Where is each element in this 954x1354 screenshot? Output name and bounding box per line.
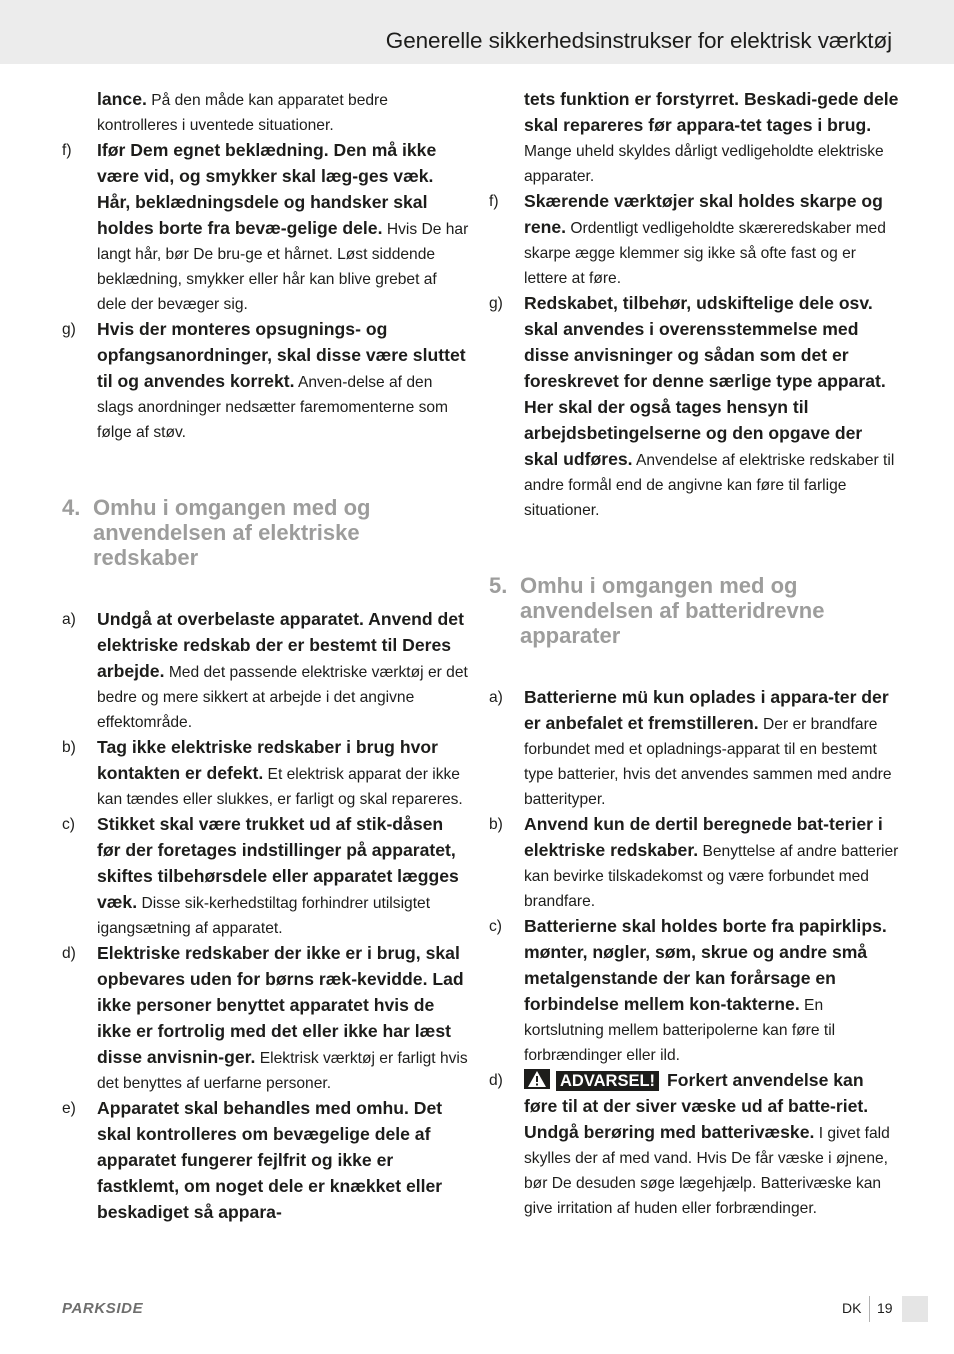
list-item-text: En kortslutning mellem batteripolerne kan føre til forbrændinger eller ild. bbox=[524, 997, 836, 1064]
list-item-text: Ordentligt vedligeholdte skæreredskaber med skarpe ægge klemmer sig ikke så ofte fast og er lettere at føre. bbox=[524, 220, 886, 287]
list-item-letter: g) bbox=[62, 321, 76, 338]
list-item bbox=[489, 812, 899, 914]
list-item bbox=[62, 941, 470, 1096]
list-item-letter: c) bbox=[62, 816, 75, 833]
list-item-letter: e) bbox=[62, 1100, 76, 1117]
section-heading bbox=[489, 573, 899, 648]
list-item-letter: g) bbox=[489, 295, 503, 312]
list-item-letter: a) bbox=[489, 689, 503, 706]
list-item-text: Der er brandfare forbundet med et opladnings-apparat til en bestemt type batterier, hvis det anvendes sammen med andre batterityper. bbox=[524, 716, 892, 808]
list-item-bold: Batterierne skal holdes borte fra papirklips. mønter, nøgler, søm, skrue og andre små metalgenstande der kan forårsage en forbindelse mellem kon-takterne. bbox=[524, 916, 887, 1014]
page-header-title: Generelle sikkerhedsinstrukser for elektrisk værktøj bbox=[385, 28, 892, 53]
list-item-text: Hvis De har langt hår, bør De bru-ge et hårnet. Løst siddende beklædning, smykker eller hår kan blive grebet af dele der bevæger sig. bbox=[97, 221, 469, 313]
list-item-letter: d) bbox=[489, 1072, 503, 1089]
list-item-bold: Apparatet skal behandles med omhu. Det skal kontrolleres om bevægelige dele af apparatet fungerer fejlfrit og ikke er fastklemt, om noget dele er knækket eller beskadiget så appara- bbox=[97, 1098, 443, 1222]
list-item-bold: Tag ikke elektriske redskaber i brug hvor kontakten er defekt. bbox=[97, 737, 438, 783]
list-item-text: I givet fald skylles der af med vand. Hvis De får væske i øjnene, bør De desuden søge lægehjælp. Batterivæske kan give irritation af huden eller forbrændinger. bbox=[524, 1125, 890, 1217]
list-item bbox=[489, 914, 899, 1068]
section-number: 4. bbox=[62, 495, 81, 520]
list-item-letter: f) bbox=[489, 193, 499, 210]
left-column bbox=[62, 87, 470, 1226]
list-item-bold: Skærende værktøjer skal holdes skarpe og rene. bbox=[524, 191, 883, 237]
continued-normal: Mange uheld skyldes dårligt vedligeholdte elektriske apparater. bbox=[524, 143, 884, 185]
list-item bbox=[62, 812, 470, 941]
list-item-letter: f) bbox=[62, 142, 72, 159]
list-item-text: Med det passende elektriske værktøj er det bedre og mere sikkert at arbejde i det angivne effektområde. bbox=[97, 664, 468, 731]
warning-list-item bbox=[489, 1068, 899, 1221]
list-item-text: Anven-delse af den slags anordninger nedsætter faremomenterne som følge af støv. bbox=[97, 374, 449, 441]
list-item-text: Disse sik-kerhedstiltag forhindrer utilsigtet igangsætning af apparatet. bbox=[97, 895, 431, 937]
continued-bold: tets funktion er forstyrret. Beskadi-gede dele skal repareres før appara-tet tages i brug. bbox=[524, 89, 899, 135]
section-number: 5. bbox=[489, 573, 508, 598]
list-item-text: Anvendelse af elektriske redskaber til andre formål end de angivne kan føre til farlige situationer. bbox=[524, 452, 895, 519]
list-item-text: Et elektrisk apparat der ikke kan tændes eller slukkes, er farligt og skal repareres. bbox=[97, 766, 463, 808]
list-item-bold: Redskabet, tilbehør, udskiftelige dele osv. skal anvendes i overensstemmelse med disse anvisninger og sådan som det er foreskrevet for denne særlige type apparat. Her skal der også tages hensyn til arbejdsbetingelserne og den opgave der skal udføres. bbox=[524, 293, 886, 469]
list-item-letter: a) bbox=[62, 611, 76, 628]
parkside-logo: PARKSIDE bbox=[62, 1300, 144, 1317]
list-item bbox=[62, 735, 470, 812]
list-item bbox=[62, 317, 470, 445]
continued-normal: På den måde kan apparatet bedre kontrolleres i uventede situationer. bbox=[97, 92, 388, 134]
footer-tab-marker bbox=[902, 1296, 928, 1322]
list-item-bold: Elektriske redskaber der ikke er i brug, skal opbevares uden for børns ræk-kevidde. Lad ikke personer benyttet apparatet hvis de ikke er fortrolig med det eller ikke har læst disse anvisnin-ger. bbox=[97, 943, 464, 1067]
list-item bbox=[62, 138, 470, 317]
list-item-letter: b) bbox=[62, 739, 76, 756]
right-column bbox=[489, 87, 899, 1221]
footer-divider bbox=[869, 1296, 870, 1322]
list-item bbox=[489, 291, 899, 523]
continued-paragraph bbox=[97, 87, 470, 138]
section-heading bbox=[62, 495, 470, 570]
list-item-bold: Batterierne mü kun oplades i appara-ter der er anbefalet et fremstilleren. bbox=[524, 687, 889, 733]
list-item bbox=[489, 685, 899, 812]
list-item bbox=[489, 189, 899, 291]
list-item-bold: Undgå at overbelaste apparatet. Anvend det elektriske redskab der er bestemt til Deres arbejde. bbox=[97, 609, 464, 681]
page-number: 19 bbox=[877, 1300, 893, 1316]
list-item-bold: Hvis der monteres opsugnings- og opfangsanordninger, skal disse være sluttet til og anvendes korrekt. bbox=[97, 319, 466, 391]
list-item-text: Elektrisk værktøj er farligt hvis det benyttes af uerfarne personer. bbox=[97, 1050, 468, 1092]
footer-language-code: DK bbox=[842, 1300, 862, 1316]
list-item-text: Benyttelse af andre batterier kan bevirke tilskadekomst og være forbundet med brandfare. bbox=[524, 843, 899, 910]
list-item bbox=[62, 607, 470, 735]
list-item-letter: d) bbox=[62, 945, 76, 962]
list-item-letter: b) bbox=[489, 816, 503, 833]
list-item-bold: Forkert anvendelse kan føre til at der siver væske ud af batte-riet. Undgå berøring med batterivæske. bbox=[524, 1070, 869, 1142]
list-item-bold: Anvend kun de dertil beregnede bat-terier i elektriske redskaber. bbox=[524, 814, 883, 860]
list-item bbox=[62, 1096, 470, 1226]
list-item-bold: Ifør Dem egnet beklædning. Den må ikke være vid, og smykker skal læg-ges væk. Hår, beklædningsdele og handsker skal holdes borte fra bevæ-gelige dele. bbox=[97, 140, 437, 238]
list-item-bold: Stikket skal være trukket ud af stik-dåsen før der foretages indstillinger på apparatet, skiftes tilbehørsdele eller apparatet lægges væk. bbox=[97, 814, 459, 912]
continued-paragraph bbox=[524, 87, 899, 189]
warning-badge: ADVARSEL! bbox=[556, 1071, 659, 1091]
warning-triangle-icon bbox=[524, 1069, 550, 1089]
section-title: Omhu i omgangen med og anvendelsen af elektriske redskaber bbox=[93, 495, 371, 570]
list-item-letter: c) bbox=[489, 918, 502, 935]
continued-bold: lance. bbox=[97, 89, 147, 109]
section-title: Omhu i omgangen med og anvendelsen af batteridrevne apparater bbox=[520, 573, 825, 648]
